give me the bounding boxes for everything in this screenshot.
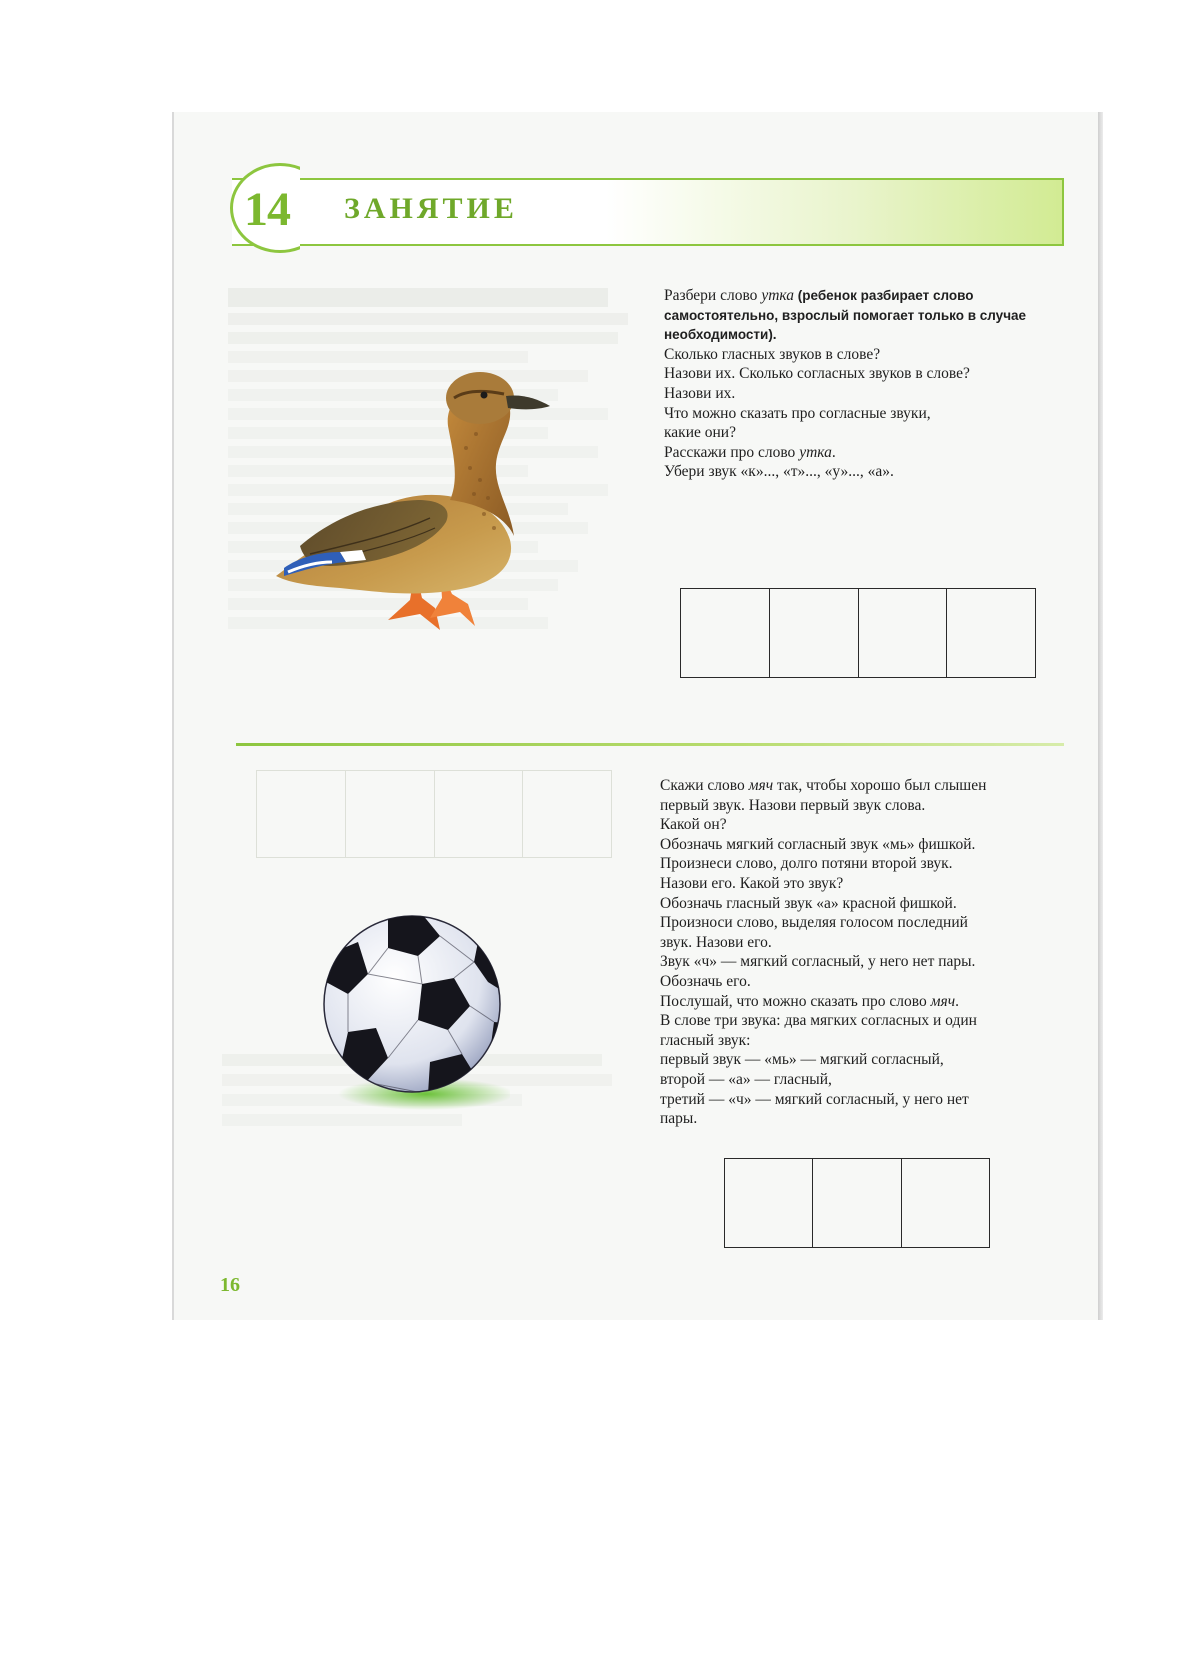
- text-line: [660, 874, 1080, 894]
- text-line: [664, 306, 1074, 326]
- text-fragment: первый звук. Назови первый звук слова.: [660, 796, 926, 814]
- text-fragment: Обозначь мягкий согласный звук «мь» фишкой.: [660, 835, 976, 853]
- ball-task-text: [660, 776, 1080, 1129]
- text-line: [664, 384, 1074, 404]
- analysed-word: мяч: [930, 992, 956, 1010]
- text-fragment: так, чтобы хорошо был слышен: [773, 777, 987, 794]
- text-line: [664, 325, 1074, 345]
- text-line: [660, 796, 1080, 816]
- sound-cell: [859, 589, 948, 677]
- text-fragment: Расскажи про слово: [664, 443, 800, 461]
- text-fragment: Назови их. Сколько согласных звуков в слове?: [664, 365, 970, 383]
- text-fragment: Разбери слово: [664, 287, 762, 304]
- analysed-word: мяч: [748, 777, 774, 794]
- text-fragment: Назови их.: [664, 384, 736, 402]
- section-divider: [236, 743, 1064, 746]
- lesson-number: 14: [244, 183, 290, 236]
- text-fragment: Обозначь его.: [660, 972, 751, 990]
- sound-cell: [681, 589, 770, 677]
- text-line: [660, 952, 1080, 972]
- sound-cell: [902, 1159, 989, 1247]
- text-line: [660, 894, 1080, 914]
- text-fragment: Произноси слово, выделяя голосом последний: [660, 914, 968, 932]
- text-fragment: Послушай, что можно сказать про слово: [660, 992, 931, 1010]
- text-line: [660, 854, 1080, 874]
- text-fragment: Назови его. Какой это звук?: [660, 874, 844, 892]
- text-line: [660, 1109, 1080, 1129]
- text-fragment: Убери звук «к»..., «т»..., «у»..., «а».: [664, 463, 894, 481]
- text-fragment: В слове три звука: два мягких согласных и один: [660, 1012, 977, 1030]
- text-line: [660, 815, 1080, 835]
- text-fragment: второй — «а» — гласный,: [660, 1070, 832, 1088]
- text-fragment: гласный звук:: [660, 1031, 751, 1049]
- bleed-through-scheme: [256, 770, 612, 858]
- text-fragment: Произнеси слово, долго потяни второй звук.: [660, 855, 953, 873]
- text-line: [660, 913, 1080, 933]
- analysed-word: утка: [799, 443, 832, 461]
- text-line: [664, 423, 1074, 443]
- text-line: [660, 835, 1080, 855]
- lesson-title: ЗАНЯТИЕ: [344, 192, 518, 225]
- text-fragment: третий — «ч» — мягкий согласный, у него нет: [660, 1090, 969, 1108]
- page-number: 16: [220, 1274, 240, 1296]
- text-fragment: .: [831, 443, 836, 461]
- text-fragment: Звук «ч» — мягкий согласный, у него нет пары.: [660, 953, 976, 971]
- text-fragment: Какой он?: [660, 816, 727, 834]
- text-line: [660, 1031, 1080, 1051]
- text-line: [660, 1011, 1080, 1031]
- sound-cell: [813, 1159, 901, 1247]
- analysed-word: утка: [761, 287, 795, 304]
- text-line: [660, 933, 1080, 953]
- text-line: [664, 443, 1074, 463]
- sound-cell: [947, 589, 1035, 677]
- text-line: [660, 972, 1080, 992]
- text-line: [664, 345, 1074, 365]
- text-fragment: пары.: [660, 1110, 698, 1128]
- text-fragment: Что можно сказать про согласные звуки,: [664, 404, 931, 422]
- duck-sound-scheme: [680, 588, 1036, 678]
- text-line: [664, 404, 1074, 424]
- text-line: [660, 992, 1080, 1012]
- text-fragment: (ребенок разбирает слово: [794, 288, 974, 303]
- ball-sound-scheme: [724, 1158, 990, 1248]
- duck-illustration: [270, 368, 570, 644]
- text-fragment: самостоятельно, взрослый помогает только в случае: [664, 307, 1027, 323]
- soccer-ball-illustration: [318, 912, 510, 1112]
- text-line: [660, 1050, 1080, 1070]
- text-fragment: Сколько гласных звуков в слове?: [664, 345, 881, 363]
- text-fragment: необходимости).: [664, 327, 777, 343]
- sound-cell: [725, 1159, 813, 1247]
- text-line: [660, 776, 1080, 796]
- text-line: [664, 364, 1074, 384]
- text-fragment: Обозначь гласный звук «а» красной фишкой.: [660, 894, 957, 912]
- page-edge: [1098, 112, 1103, 1320]
- text-line: [664, 462, 1074, 482]
- text-fragment: звук. Назови его.: [660, 933, 772, 951]
- text-fragment: .: [955, 992, 959, 1010]
- text-line: [660, 1090, 1080, 1110]
- text-line: [664, 286, 1074, 306]
- text-fragment: какие они?: [664, 424, 736, 442]
- text-fragment: Скажи слово: [660, 777, 749, 794]
- text-fragment: первый звук — «мь» — мягкий согласный,: [660, 1051, 944, 1069]
- sound-cell: [770, 589, 859, 677]
- text-line: [660, 1070, 1080, 1090]
- duck-task-text: [664, 286, 1074, 482]
